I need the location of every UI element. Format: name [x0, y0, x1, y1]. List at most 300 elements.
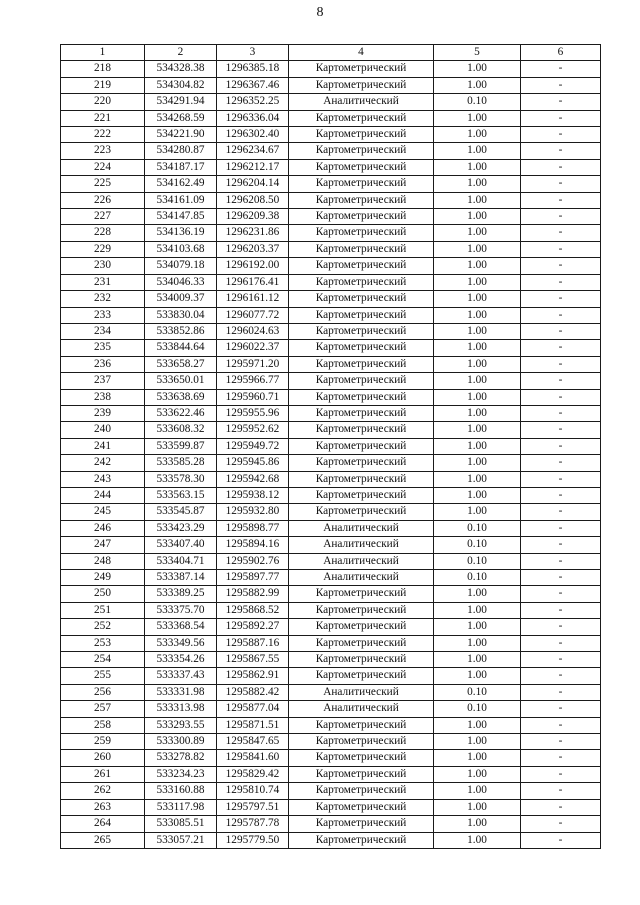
x-coordinate-cell: 533404.71 [145, 553, 217, 569]
point-number-cell: 223 [61, 143, 145, 159]
method-cell: Картометрический [289, 832, 434, 848]
column-header: 2 [145, 45, 217, 61]
method-cell: Картометрический [289, 127, 434, 143]
method-cell: Картометрический [289, 356, 434, 372]
x-coordinate-cell: 533300.89 [145, 734, 217, 750]
x-coordinate-cell: 534187.17 [145, 159, 217, 175]
accuracy-cell: 1.00 [434, 127, 521, 143]
y-coordinate-cell: 1295779.50 [217, 832, 289, 848]
accuracy-cell: 0.10 [434, 570, 521, 586]
point-number-cell: 222 [61, 127, 145, 143]
table-row [61, 455, 601, 471]
table-row [61, 602, 601, 618]
method-cell: Картометрический [289, 504, 434, 520]
note-cell: - [521, 553, 601, 569]
x-coordinate-cell: 533349.56 [145, 635, 217, 651]
note-cell: - [521, 176, 601, 192]
x-coordinate-cell: 534221.90 [145, 127, 217, 143]
column-header: 1 [61, 45, 145, 61]
point-number-cell: 248 [61, 553, 145, 569]
point-number-cell: 257 [61, 701, 145, 717]
note-cell: - [521, 652, 601, 668]
accuracy-cell: 1.00 [434, 176, 521, 192]
note-cell: - [521, 701, 601, 717]
accuracy-cell: 1.00 [434, 323, 521, 339]
accuracy-cell: 1.00 [434, 734, 521, 750]
accuracy-cell: 1.00 [434, 455, 521, 471]
point-number-cell: 218 [61, 61, 145, 77]
method-cell: Картометрический [289, 750, 434, 766]
method-cell: Картометрический [289, 471, 434, 487]
note-cell: - [521, 586, 601, 602]
note-cell: - [521, 323, 601, 339]
point-number-cell: 228 [61, 225, 145, 241]
x-coordinate-cell: 533375.70 [145, 602, 217, 618]
note-cell: - [521, 471, 601, 487]
note-cell: - [521, 94, 601, 110]
method-cell: Картометрический [289, 766, 434, 782]
note-cell: - [521, 192, 601, 208]
table-row [61, 291, 601, 307]
note-cell: - [521, 537, 601, 553]
accuracy-cell: 1.00 [434, 668, 521, 684]
method-cell: Картометрический [289, 209, 434, 225]
accuracy-cell: 1.00 [434, 405, 521, 421]
point-number-cell: 256 [61, 684, 145, 700]
note-cell: - [521, 487, 601, 503]
note-cell: - [521, 438, 601, 454]
x-coordinate-cell: 534079.18 [145, 258, 217, 274]
table-row [61, 176, 601, 192]
x-coordinate-cell: 533608.32 [145, 422, 217, 438]
accuracy-cell: 1.00 [434, 652, 521, 668]
method-cell: Картометрический [289, 192, 434, 208]
accuracy-cell: 1.00 [434, 602, 521, 618]
point-number-cell: 220 [61, 94, 145, 110]
point-number-cell: 262 [61, 783, 145, 799]
y-coordinate-cell: 1295932.80 [217, 504, 289, 520]
y-coordinate-cell: 1296176.41 [217, 274, 289, 290]
accuracy-cell: 1.00 [434, 340, 521, 356]
point-number-cell: 239 [61, 405, 145, 421]
table-row [61, 110, 601, 126]
note-cell: - [521, 143, 601, 159]
method-cell: Картометрический [289, 110, 434, 126]
method-cell: Картометрический [289, 405, 434, 421]
x-coordinate-cell: 533423.29 [145, 520, 217, 536]
x-coordinate-cell: 533354.26 [145, 652, 217, 668]
note-cell: - [521, 77, 601, 93]
note-cell: - [521, 750, 601, 766]
point-number-cell: 261 [61, 766, 145, 782]
note-cell: - [521, 258, 601, 274]
y-coordinate-cell: 1296203.37 [217, 241, 289, 257]
x-coordinate-cell: 534147.85 [145, 209, 217, 225]
x-coordinate-cell: 533313.98 [145, 701, 217, 717]
table-row [61, 619, 601, 635]
accuracy-cell: 0.10 [434, 553, 521, 569]
y-coordinate-cell: 1295952.62 [217, 422, 289, 438]
y-coordinate-cell: 1296234.67 [217, 143, 289, 159]
table-row [61, 783, 601, 799]
y-coordinate-cell: 1296302.40 [217, 127, 289, 143]
point-number-cell: 219 [61, 77, 145, 93]
method-cell: Картометрический [289, 734, 434, 750]
method-cell: Картометрический [289, 487, 434, 503]
x-coordinate-cell: 533057.21 [145, 832, 217, 848]
note-cell: - [521, 602, 601, 618]
y-coordinate-cell: 1295797.51 [217, 799, 289, 815]
method-cell: Картометрический [289, 143, 434, 159]
accuracy-cell: 1.00 [434, 487, 521, 503]
accuracy-cell: 1.00 [434, 159, 521, 175]
y-coordinate-cell: 1295960.71 [217, 389, 289, 405]
x-coordinate-cell: 533658.27 [145, 356, 217, 372]
point-number-cell: 225 [61, 176, 145, 192]
x-coordinate-cell: 534291.94 [145, 94, 217, 110]
note-cell: - [521, 241, 601, 257]
point-number-cell: 237 [61, 373, 145, 389]
point-number-cell: 241 [61, 438, 145, 454]
y-coordinate-cell: 1295894.16 [217, 537, 289, 553]
note-cell: - [521, 570, 601, 586]
table-row [61, 356, 601, 372]
point-number-cell: 244 [61, 487, 145, 503]
method-cell: Аналитический [289, 520, 434, 536]
x-coordinate-cell: 534046.33 [145, 274, 217, 290]
table-row [61, 192, 601, 208]
point-number-cell: 265 [61, 832, 145, 848]
table-row [61, 832, 601, 848]
column-header: 6 [521, 45, 601, 61]
table-header [61, 45, 601, 61]
x-coordinate-cell: 534328.38 [145, 61, 217, 77]
table-row [61, 373, 601, 389]
table-row [61, 635, 601, 651]
point-number-cell: 264 [61, 816, 145, 832]
table-row [61, 340, 601, 356]
y-coordinate-cell: 1295841.60 [217, 750, 289, 766]
x-coordinate-cell: 533117.98 [145, 799, 217, 815]
y-coordinate-cell: 1295942.68 [217, 471, 289, 487]
x-coordinate-cell: 533085.51 [145, 816, 217, 832]
point-number-cell: 247 [61, 537, 145, 553]
point-number-cell: 246 [61, 520, 145, 536]
x-coordinate-cell: 533293.55 [145, 717, 217, 733]
y-coordinate-cell: 1295787.78 [217, 816, 289, 832]
method-cell: Аналитический [289, 684, 434, 700]
method-cell: Аналитический [289, 94, 434, 110]
point-number-cell: 236 [61, 356, 145, 372]
method-cell: Картометрический [289, 291, 434, 307]
table-row [61, 94, 601, 110]
method-cell: Картометрический [289, 258, 434, 274]
note-cell: - [521, 291, 601, 307]
y-coordinate-cell: 1296231.86 [217, 225, 289, 241]
x-coordinate-cell: 533830.04 [145, 307, 217, 323]
point-number-cell: 229 [61, 241, 145, 257]
table-row [61, 537, 601, 553]
point-number-cell: 255 [61, 668, 145, 684]
table-row [61, 241, 601, 257]
y-coordinate-cell: 1295871.51 [217, 717, 289, 733]
note-cell: - [521, 274, 601, 290]
note-cell: - [521, 619, 601, 635]
method-cell: Картометрический [289, 619, 434, 635]
note-cell: - [521, 717, 601, 733]
y-coordinate-cell: 1295938.12 [217, 487, 289, 503]
x-coordinate-cell: 534280.87 [145, 143, 217, 159]
table-row [61, 553, 601, 569]
accuracy-cell: 1.00 [434, 799, 521, 815]
note-cell: - [521, 405, 601, 421]
method-cell: Картометрический [289, 422, 434, 438]
point-number-cell: 253 [61, 635, 145, 651]
table-row [61, 520, 601, 536]
y-coordinate-cell: 1295898.77 [217, 520, 289, 536]
accuracy-cell: 1.00 [434, 766, 521, 782]
point-number-cell: 238 [61, 389, 145, 405]
note-cell: - [521, 422, 601, 438]
y-coordinate-cell: 1295949.72 [217, 438, 289, 454]
accuracy-cell: 1.00 [434, 307, 521, 323]
method-cell: Картометрический [289, 373, 434, 389]
table-row [61, 652, 601, 668]
y-coordinate-cell: 1296212.17 [217, 159, 289, 175]
point-number-cell: 231 [61, 274, 145, 290]
note-cell: - [521, 307, 601, 323]
y-coordinate-cell: 1295945.86 [217, 455, 289, 471]
note-cell: - [521, 127, 601, 143]
accuracy-cell: 1.00 [434, 586, 521, 602]
method-cell: Картометрический [289, 225, 434, 241]
table-row [61, 701, 601, 717]
accuracy-cell: 1.00 [434, 717, 521, 733]
x-coordinate-cell: 533337.43 [145, 668, 217, 684]
table-row [61, 274, 601, 290]
x-coordinate-cell: 533545.87 [145, 504, 217, 520]
note-cell: - [521, 635, 601, 651]
point-number-cell: 235 [61, 340, 145, 356]
table-row [61, 389, 601, 405]
x-coordinate-cell: 534162.49 [145, 176, 217, 192]
accuracy-cell: 1.00 [434, 504, 521, 520]
y-coordinate-cell: 1295847.65 [217, 734, 289, 750]
note-cell: - [521, 159, 601, 175]
note-cell: - [521, 356, 601, 372]
method-cell: Картометрический [289, 241, 434, 257]
table-row [61, 586, 601, 602]
note-cell: - [521, 734, 601, 750]
accuracy-cell: 1.00 [434, 373, 521, 389]
y-coordinate-cell: 1296204.14 [217, 176, 289, 192]
accuracy-cell: 0.10 [434, 684, 521, 700]
table-row [61, 307, 601, 323]
y-coordinate-cell: 1296161.12 [217, 291, 289, 307]
accuracy-cell: 1.00 [434, 143, 521, 159]
method-cell: Картометрический [289, 668, 434, 684]
method-cell: Картометрический [289, 61, 434, 77]
y-coordinate-cell: 1296208.50 [217, 192, 289, 208]
x-coordinate-cell: 534009.37 [145, 291, 217, 307]
point-number-cell: 233 [61, 307, 145, 323]
point-number-cell: 252 [61, 619, 145, 635]
y-coordinate-cell: 1295882.99 [217, 586, 289, 602]
method-cell: Аналитический [289, 701, 434, 717]
table-row [61, 143, 601, 159]
table-row [61, 323, 601, 339]
x-coordinate-cell: 533331.98 [145, 684, 217, 700]
method-cell: Картометрический [289, 307, 434, 323]
y-coordinate-cell: 1295882.42 [217, 684, 289, 700]
method-cell: Картометрический [289, 455, 434, 471]
accuracy-cell: 1.00 [434, 241, 521, 257]
point-number-cell: 250 [61, 586, 145, 602]
table-row [61, 684, 601, 700]
method-cell: Картометрический [289, 159, 434, 175]
table-row [61, 405, 601, 421]
table-row [61, 159, 601, 175]
accuracy-cell: 1.00 [434, 635, 521, 651]
y-coordinate-cell: 1295955.96 [217, 405, 289, 421]
column-header: 3 [217, 45, 289, 61]
accuracy-cell: 0.10 [434, 520, 521, 536]
point-number-cell: 259 [61, 734, 145, 750]
table-row [61, 766, 601, 782]
point-number-cell: 245 [61, 504, 145, 520]
x-coordinate-cell: 533563.15 [145, 487, 217, 503]
y-coordinate-cell: 1295892.27 [217, 619, 289, 635]
accuracy-cell: 1.00 [434, 61, 521, 77]
table-row [61, 717, 601, 733]
method-cell: Картометрический [289, 717, 434, 733]
method-cell: Картометрический [289, 635, 434, 651]
accuracy-cell: 0.10 [434, 94, 521, 110]
note-cell: - [521, 110, 601, 126]
y-coordinate-cell: 1296336.04 [217, 110, 289, 126]
accuracy-cell: 1.00 [434, 816, 521, 832]
x-coordinate-cell: 533368.54 [145, 619, 217, 635]
accuracy-cell: 1.00 [434, 832, 521, 848]
point-number-cell: 254 [61, 652, 145, 668]
point-number-cell: 230 [61, 258, 145, 274]
note-cell: - [521, 455, 601, 471]
y-coordinate-cell: 1295971.20 [217, 356, 289, 372]
y-coordinate-cell: 1295966.77 [217, 373, 289, 389]
coordinates-table [60, 44, 601, 849]
method-cell: Картометрический [289, 176, 434, 192]
accuracy-cell: 0.10 [434, 537, 521, 553]
x-coordinate-cell: 534161.09 [145, 192, 217, 208]
table-row [61, 750, 601, 766]
method-cell: Аналитический [289, 553, 434, 569]
table-row [61, 225, 601, 241]
x-coordinate-cell: 534304.82 [145, 77, 217, 93]
method-cell: Картометрический [289, 602, 434, 618]
y-coordinate-cell: 1295877.04 [217, 701, 289, 717]
y-coordinate-cell: 1295810.74 [217, 783, 289, 799]
accuracy-cell: 1.00 [434, 783, 521, 799]
header-row [61, 45, 601, 61]
x-coordinate-cell: 533638.69 [145, 389, 217, 405]
column-header: 4 [289, 45, 434, 61]
accuracy-cell: 1.00 [434, 422, 521, 438]
point-number-cell: 263 [61, 799, 145, 815]
note-cell: - [521, 340, 601, 356]
accuracy-cell: 1.00 [434, 619, 521, 635]
point-number-cell: 221 [61, 110, 145, 126]
x-coordinate-cell: 533578.30 [145, 471, 217, 487]
table-row [61, 816, 601, 832]
note-cell: - [521, 684, 601, 700]
note-cell: - [521, 816, 601, 832]
x-coordinate-cell: 533234.23 [145, 766, 217, 782]
accuracy-cell: 1.00 [434, 438, 521, 454]
accuracy-cell: 1.00 [434, 209, 521, 225]
method-cell: Картометрический [289, 323, 434, 339]
table-row [61, 77, 601, 93]
y-coordinate-cell: 1295897.77 [217, 570, 289, 586]
accuracy-cell: 1.00 [434, 77, 521, 93]
x-coordinate-cell: 534136.19 [145, 225, 217, 241]
table-row [61, 570, 601, 586]
accuracy-cell: 0.10 [434, 701, 521, 717]
y-coordinate-cell: 1295887.16 [217, 635, 289, 651]
method-cell: Картометрический [289, 340, 434, 356]
table-row [61, 258, 601, 274]
point-number-cell: 249 [61, 570, 145, 586]
y-coordinate-cell: 1296192.00 [217, 258, 289, 274]
note-cell: - [521, 832, 601, 848]
table-row [61, 504, 601, 520]
table-row [61, 61, 601, 77]
note-cell: - [521, 783, 601, 799]
accuracy-cell: 1.00 [434, 389, 521, 405]
note-cell: - [521, 504, 601, 520]
method-cell: Картометрический [289, 652, 434, 668]
accuracy-cell: 1.00 [434, 291, 521, 307]
point-number-cell: 242 [61, 455, 145, 471]
method-cell: Картометрический [289, 274, 434, 290]
x-coordinate-cell: 533622.46 [145, 405, 217, 421]
table-row [61, 799, 601, 815]
note-cell: - [521, 799, 601, 815]
page-number: 8 [316, 5, 324, 20]
y-coordinate-cell: 1295829.42 [217, 766, 289, 782]
method-cell: Картометрический [289, 586, 434, 602]
note-cell: - [521, 766, 601, 782]
note-cell: - [521, 209, 601, 225]
method-cell: Картометрический [289, 389, 434, 405]
table-row [61, 422, 601, 438]
y-coordinate-cell: 1296367.46 [217, 77, 289, 93]
accuracy-cell: 1.00 [434, 356, 521, 372]
method-cell: Аналитический [289, 570, 434, 586]
method-cell: Картометрический [289, 783, 434, 799]
table-body [61, 61, 601, 849]
y-coordinate-cell: 1296352.25 [217, 94, 289, 110]
y-coordinate-cell: 1295862.91 [217, 668, 289, 684]
note-cell: - [521, 668, 601, 684]
point-number-cell: 227 [61, 209, 145, 225]
point-number-cell: 234 [61, 323, 145, 339]
point-number-cell: 243 [61, 471, 145, 487]
table-row [61, 438, 601, 454]
point-number-cell: 260 [61, 750, 145, 766]
method-cell: Аналитический [289, 537, 434, 553]
y-coordinate-cell: 1296024.63 [217, 323, 289, 339]
table-row [61, 668, 601, 684]
